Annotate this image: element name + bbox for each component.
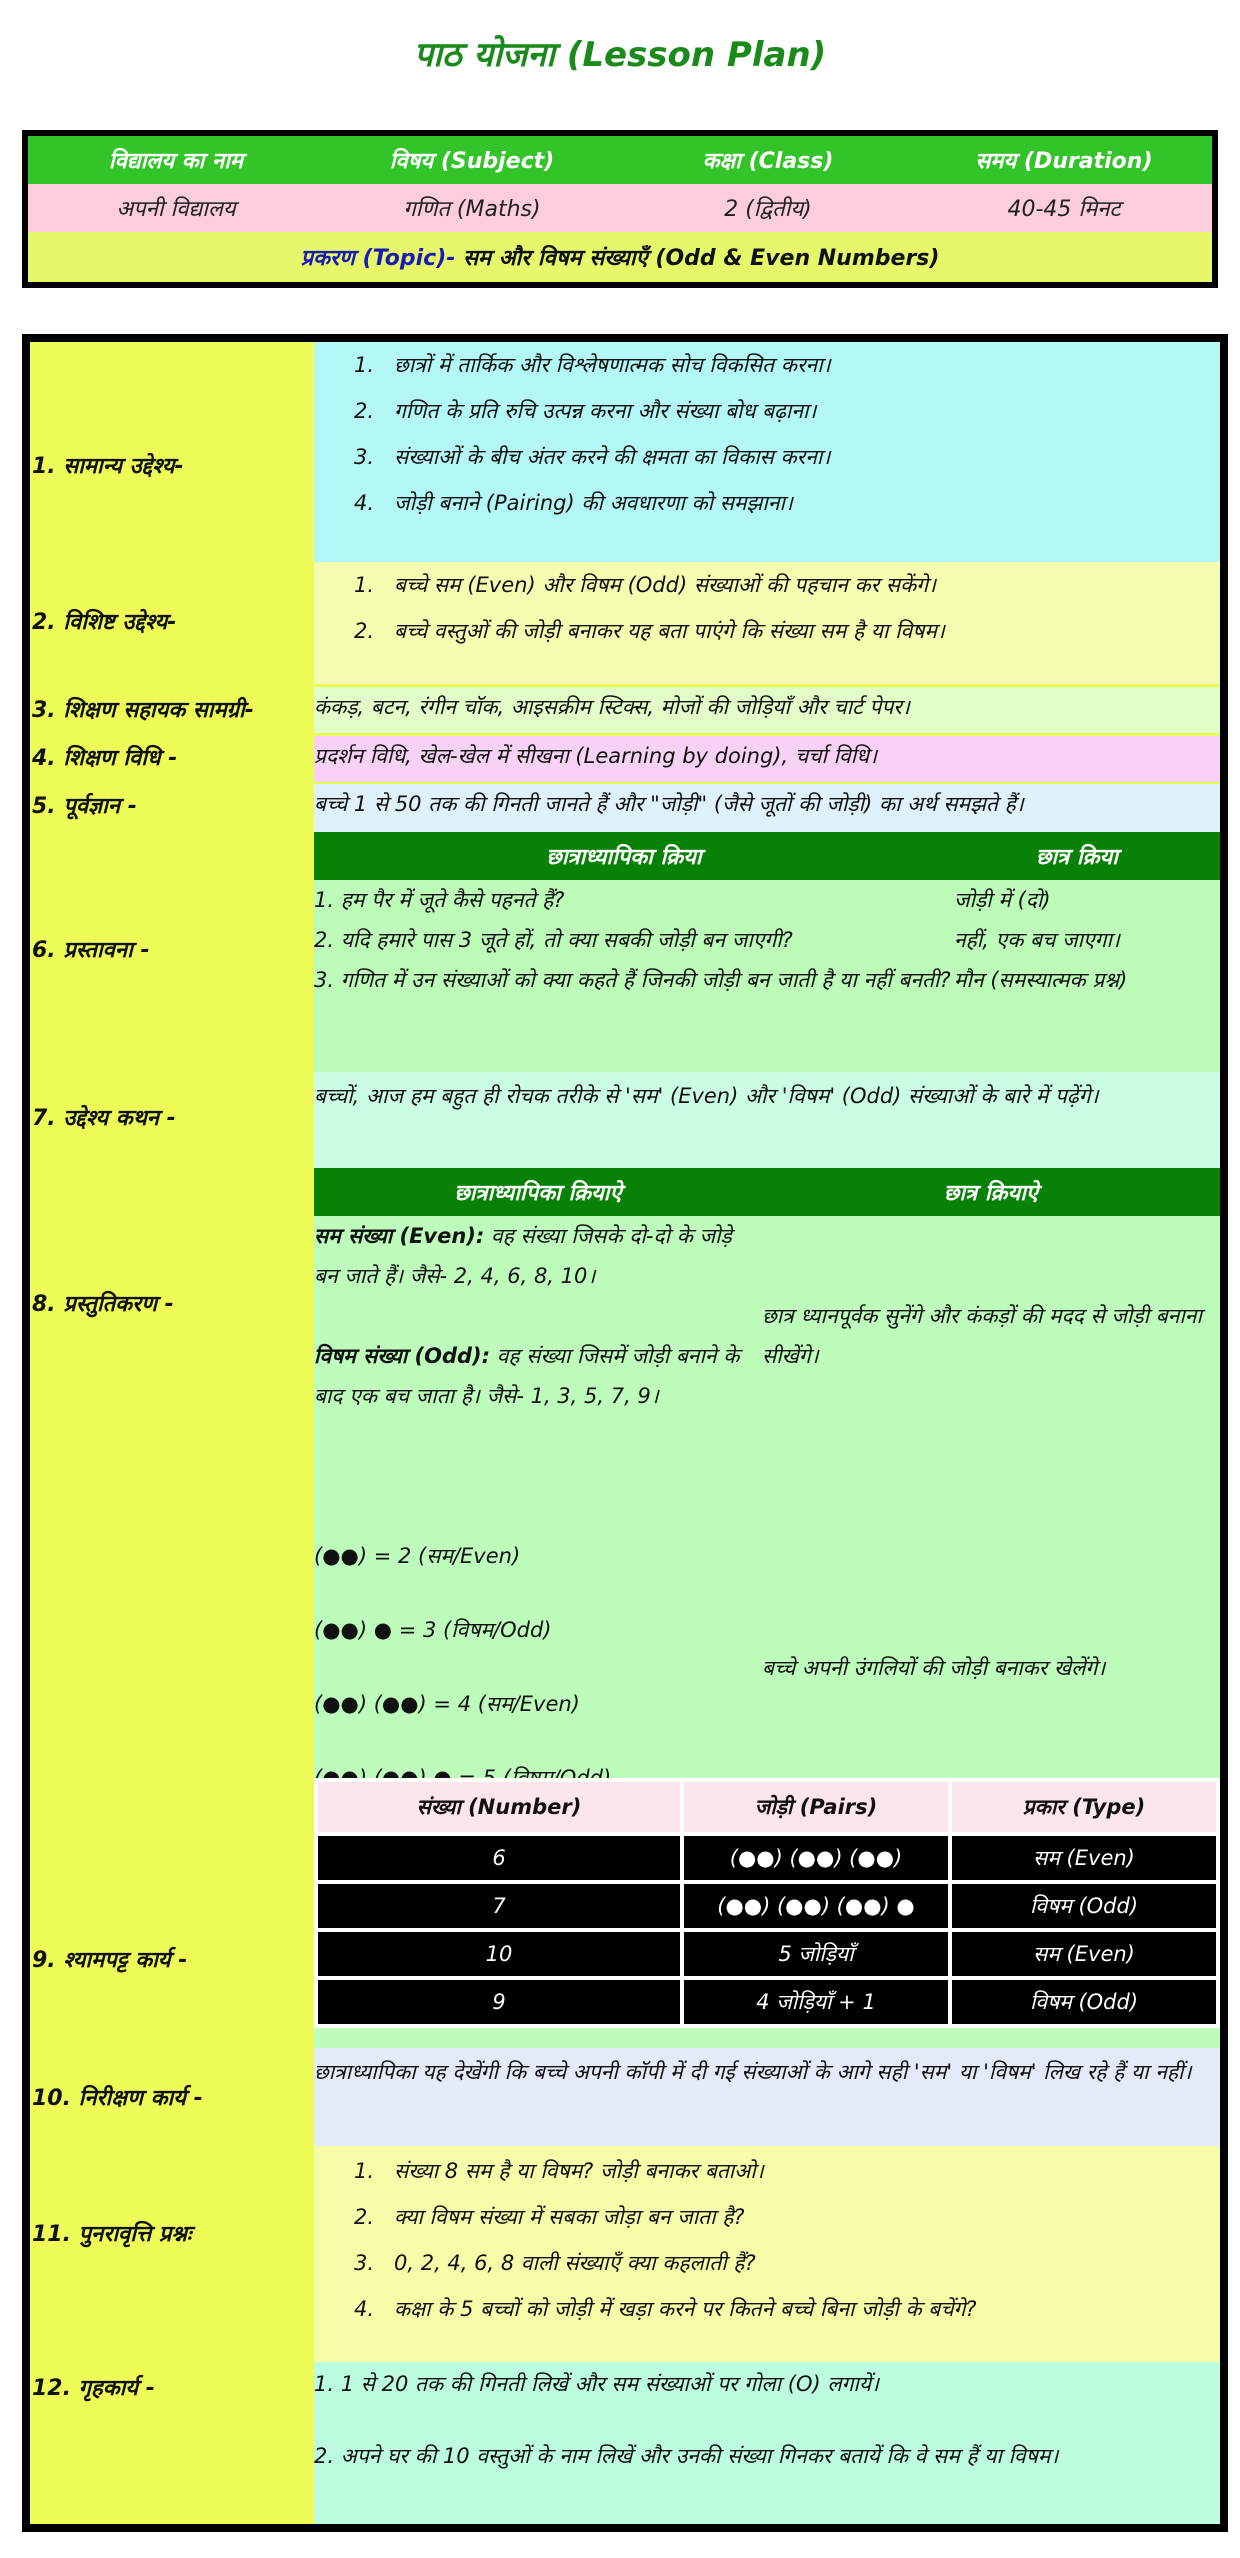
dot-example: (●●) ● = 3 (विषम/Odd) (314, 1618, 552, 1642)
intro-row: 1. हम पैर में जूते कैसे पहनते हैं? जोड़ी में (दो) (314, 888, 1051, 912)
info-header-row (28, 136, 1212, 184)
list-item: 4. जोड़ी बनाने (Pairing) की अवधारणा को समझाना। (354, 491, 793, 515)
header-subject: विषय (Subject) (389, 149, 555, 174)
homework-item: 2. अपने घर की 10 वस्तुओं के नाम लिखें और उनकी संख्या गिनकर बतायें कि वे सम हैं या विषम। (314, 2444, 1059, 2468)
topic-row (28, 232, 1212, 282)
header-class: कक्षा (Class) (702, 149, 834, 174)
list-item: 2. गणित के प्रति रुचि उत्पन्न करना और संख्या बोध बढ़ाना। (354, 399, 817, 423)
blackboard-table: संख्या (Number) जोड़ी (Pairs) प्रकार (Type) 6 (●●) (●●) (●●) सम (Even) 7 (●●) (●●) (●●) ● विषम (Odd) 10 5 जोड़ियाँ सम (Even) 9 4 जोड़ियाँ + 1 विषम (Odd) (314, 1778, 1220, 2028)
header-duration: समय (Duration) (975, 149, 1153, 174)
table-row: 6 (●●) (●●) (●●) सम (Even) (316, 1834, 1218, 1882)
list-item: 1. बच्चे सम (Even) और विषम (Odd) संख्याओं की पहचान कर सकेंगे। (354, 573, 936, 597)
list-item: 4. कक्षा के 5 बच्चों को जोड़ी में खड़ा करने पर कितने बच्चे बिना जोड़ी के बचेंगे? (354, 2297, 977, 2321)
table-row: 10 5 जोड़ियाँ सम (Even) (316, 1930, 1218, 1978)
label-specific-objectives: 2. विशिष्ट उद्देश्य- (32, 610, 177, 635)
label-column (30, 342, 314, 2524)
even-definition: सम संख्या (Even): वह संख्या जिसके दो-दो के जोड़े बन जाते हैं। जैसे- 2, 4, 6, 8, 10। (314, 1224, 732, 1288)
topic-value: सम और विषम संख्याएँ (Odd & Even Numbers) (455, 246, 940, 271)
dot-example: (●●) = 2 (सम/Even) (314, 1544, 521, 1568)
label-introduction: 6. प्रस्तावना - (32, 938, 150, 963)
value-subject: गणित (Maths) (403, 197, 541, 222)
section-prior-knowledge: बच्चे 1 से 50 तक की गिनती जानते हैं और "जोड़ी" (जैसे जूतों की जोड़ी) का अर्थ समझते हैं। (314, 784, 1220, 832)
section-recap-questions (314, 2146, 1220, 2362)
presentation-header: छात्राध्यापिका क्रियाऐ छात्र क्रियाऐ (314, 1168, 1220, 1216)
value-class: 2 (द्वितीय) (724, 197, 812, 222)
label-prior-knowledge: 5. पूर्वज्ञान - (32, 794, 137, 819)
list-item: 2. बच्चे वस्तुओं की जोड़ी बनाकर यह बता पाएंगे कि संख्या सम है या विषम। (354, 619, 945, 643)
section-observation: छात्राध्यापिका यह देखेंगी कि बच्चे अपनी कॉपी में दी गई संख्याओं के आगे सही 'सम' या 'विषम' लिख रहे हैं या नहीं। (314, 2048, 1220, 2146)
homework-item: 1. 1 से 20 तक की गिनती लिखें और सम संख्याओं पर गोला (O) लगायें। (314, 2372, 880, 2396)
intro-header: छात्राध्यापिका क्रिया छात्र क्रिया (314, 832, 1220, 880)
label-observation: 10. निरीक्षण कार्य - (32, 2086, 203, 2111)
label-teaching-method: 4. शिक्षण विधि - (32, 746, 178, 771)
student-activity-1: छात्र ध्यानपूर्वक सुनेंगे और कंकड़ों की मदद से जोड़ी बनाना सीखेंगे। (762, 1304, 1202, 1368)
dot-example: (●●) (●●) = 4 (सम/Even) (314, 1692, 580, 1716)
table-row: 9 4 जोड़ियाँ + 1 विषम (Odd) (316, 1978, 1218, 2026)
section-teaching-materials: कंकड़, बटन, रंगीन चॉक, आइसक्रीम स्टिक्स, मोजों की जोड़ियाँ और चार्ट पेपर। (314, 687, 1220, 733)
section-general-objectives (314, 342, 1220, 562)
topic-label: प्रकरण (Topic)- (300, 246, 456, 271)
info-value-row (28, 184, 1212, 232)
list-item: 1. छात्रों में तार्किक और विश्लेषणात्मक सोच विकसित करना। (354, 353, 831, 377)
label-blackboard-work: 9. श्यामपट्ट कार्य - (32, 1948, 188, 1973)
section-teaching-method: प्रदर्शन विधि, खेल-खेल में सीखना (Learning by doing), चर्चा विधि। (314, 736, 1220, 782)
list-item: 2. क्या विषम संख्या में सबका जोड़ा बन जाता है? (354, 2205, 745, 2229)
table-row: 7 (●●) (●●) (●●) ● विषम (Odd) (316, 1882, 1218, 1930)
list-item: 1. संख्या 8 सम है या विषम? जोड़ी बनाकर बताओ। (354, 2159, 764, 2183)
intro-row: 3. गणित में उन संख्याओं को क्या कहते हैं जिनकी जोड़ी बन जाती है या नहीं बनती? मौन (समस्यात्मक प्रश्न) (314, 968, 1128, 992)
section-homework (314, 2362, 1220, 2524)
odd-definition: विषम संख्या (Odd): वह संख्या जिसमें जोड़ी बनाने के बाद एक बच जाता है। जैसे- 1, 3, 5, 7, 9। (314, 1344, 740, 1408)
label-teaching-materials: 3. शिक्षण सहायक सामग्री- (32, 698, 254, 723)
section-presentation (314, 1168, 1220, 1778)
section-specific-objectives (314, 562, 1220, 684)
value-duration: 40-45 मिनट (1007, 197, 1121, 222)
label-presentation: 8. प्रस्तुतिकरण - (32, 1292, 174, 1317)
lesson-info-table (22, 130, 1218, 288)
value-school-name: अपनी विद्यालय (116, 197, 236, 222)
label-homework: 12. गृहकार्य - (32, 2376, 155, 2401)
label-general-objectives: 1. सामान्य उद्देश्य- (32, 454, 184, 479)
section-blackboard-work (314, 1778, 1220, 2048)
topic (301, 242, 940, 272)
section-introduction (314, 832, 1220, 1072)
list-item: 3. संख्याओं के बीच अंतर करने की क्षमता का विकास करना। (354, 445, 831, 469)
lesson-plan-table (22, 334, 1228, 2532)
intro-row: 2. यदि हमारे पास 3 जूते हों, तो क्या सबकी जोड़ी बन जाएगी? नहीं, एक बच जाएगा। (314, 928, 1120, 952)
section-aim-statement: बच्चों, आज हम बहुत ही रोचक तरीके से 'सम' (Even) और 'विषम' (Odd) संख्याओं के बारे में पढ़ेंगे। (314, 1072, 1220, 1168)
label-recap-questions: 11. पुनरावृत्ति प्रश्नः (32, 2222, 192, 2247)
page-title: पाठ योजना (Lesson Plan) (413, 35, 827, 75)
student-activity-2: बच्चे अपनी उंगलियों की जोड़ी बनाकर खेलेंगे। (762, 1656, 1106, 1680)
label-aim-statement: 7. उद्देश्य कथन - (32, 1106, 176, 1131)
header-school-name: विद्यालय का नाम (108, 149, 244, 174)
list-item: 3. 0, 2, 4, 6, 8 वाली संख्याएँ क्या कहलाती हैं? (354, 2251, 756, 2275)
